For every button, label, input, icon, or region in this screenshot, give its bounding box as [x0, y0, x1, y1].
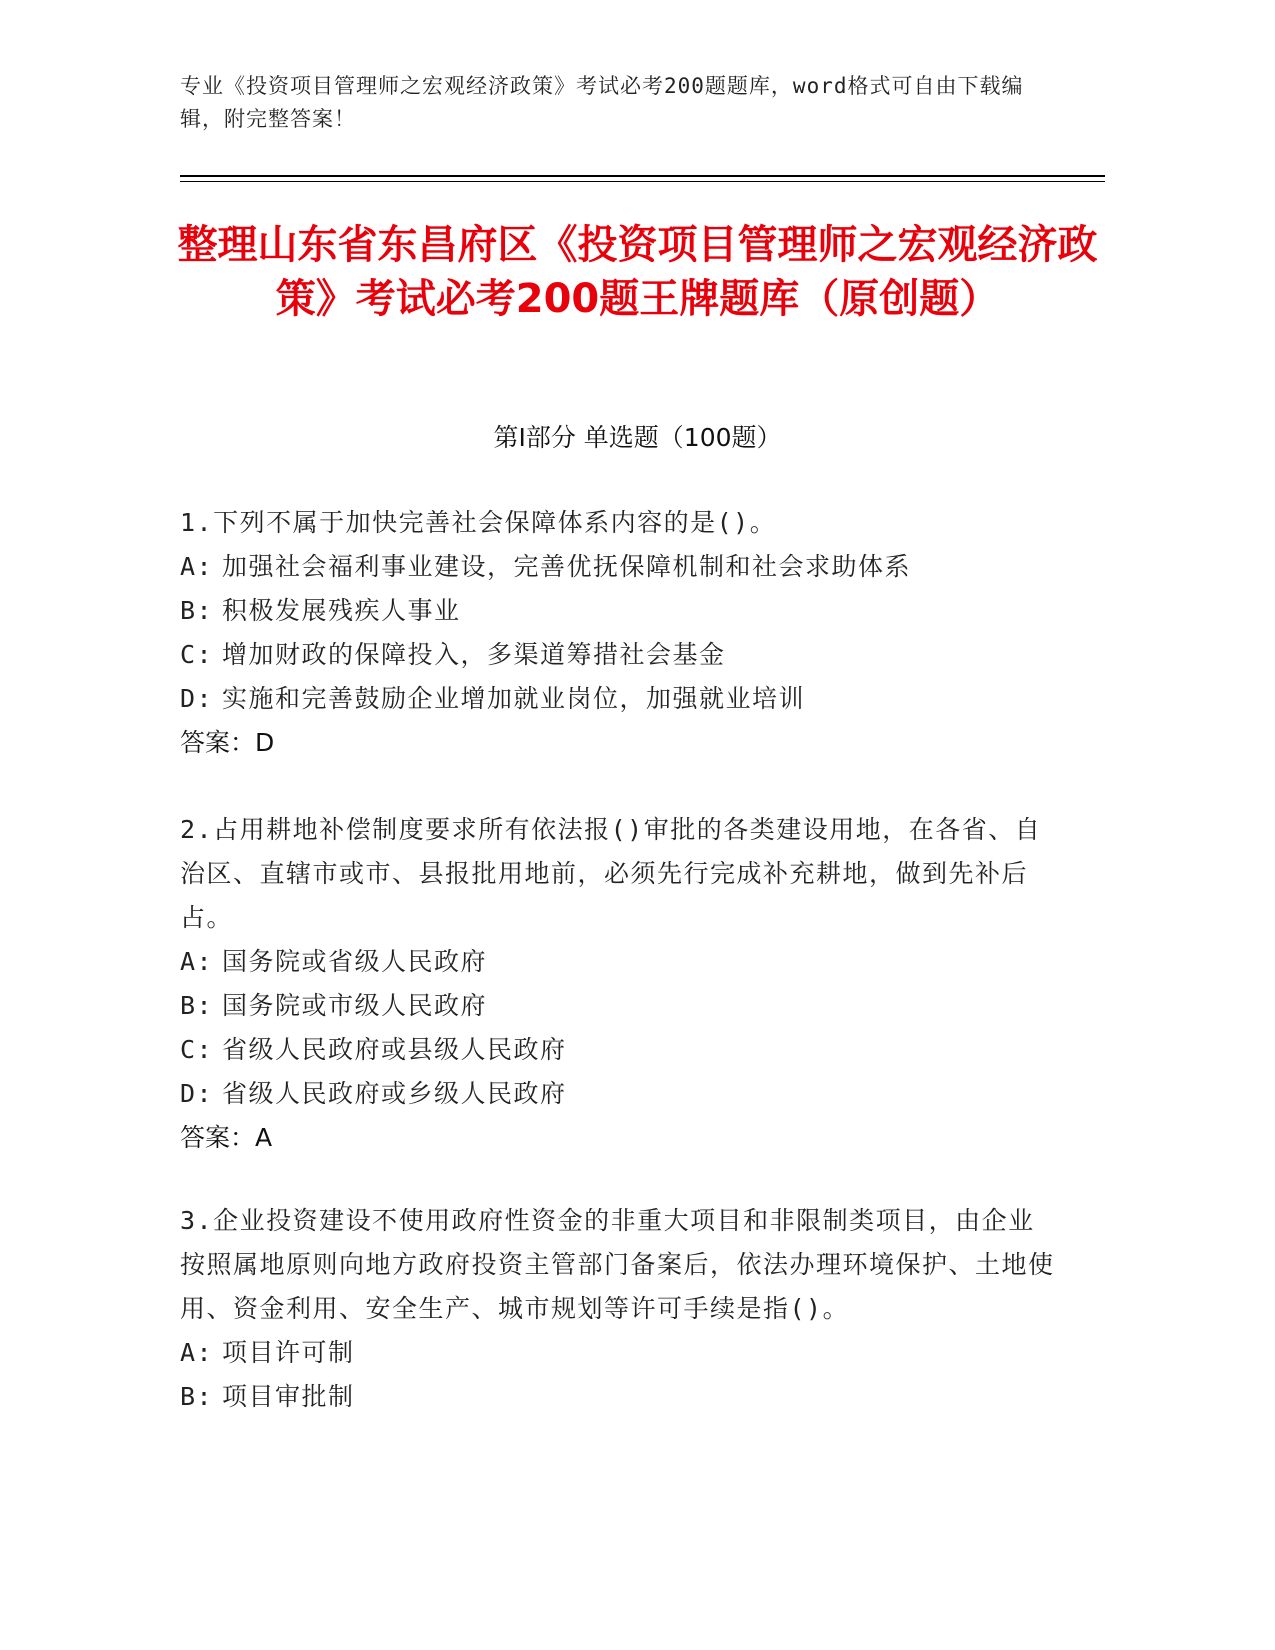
option-a: [180, 1331, 1060, 1375]
question-stem: 2.占用耕地补偿制度要求所有依法报()审批的各类建设用地，在各省、自治区、直辖市或市、县报批用地前，必须先行完成补充耕地，做到先补后占。: [180, 815, 1042, 932]
option-text: 省级人民政府或县级人民政府: [222, 1035, 567, 1064]
question-2: [180, 808, 1060, 1160]
option-letter: C:: [180, 1035, 214, 1064]
option-text: 项目许可制: [222, 1338, 355, 1367]
document-title: 整理山东省东昌府区《投资项目管理师之宏观经济政策》考试必考200题王牌题库（原创题）: [177, 222, 1098, 322]
option-d: [180, 1072, 1060, 1116]
question-stem: 1.下列不属于加快完善社会保障体系内容的是()。: [180, 508, 777, 537]
option-letter: A:: [180, 552, 214, 581]
option-letter: B:: [180, 596, 214, 625]
intro-text: 专业《投资项目管理师之宏观经济政策》考试必考200题题库，word格式可自由下载编辑，附完整答案！: [180, 74, 1024, 131]
option-letter: A:: [180, 1338, 214, 1367]
option-a: [180, 545, 1060, 589]
option-letter: A:: [180, 947, 214, 976]
option-text: 项目审批制: [222, 1382, 355, 1411]
option-letter: B:: [180, 1382, 214, 1411]
header-divider-thick: [180, 175, 1105, 177]
question-1: [180, 501, 1060, 765]
option-letter: B:: [180, 991, 214, 1020]
question-3: [180, 1199, 1060, 1419]
option-text: 国务院或市级人民政府: [222, 991, 488, 1020]
section-heading: 第Ⅰ部分 单选题（100题）: [493, 423, 782, 452]
option-b: [180, 984, 1060, 1028]
option-d: [180, 677, 1060, 721]
option-text: 增加财政的保障投入，多渠道筹措社会基金: [222, 640, 726, 669]
option-b: [180, 589, 1060, 633]
option-text: 积极发展残疾人事业: [222, 596, 461, 625]
option-a: [180, 940, 1060, 984]
option-letter: D:: [180, 684, 214, 713]
option-c: [180, 633, 1060, 677]
question-stem: 3.企业投资建设不使用政府性资金的非重大项目和非限制类项目，由企业按照属地原则向地方政府投资主管部门备案后，依法办理环境保护、土地使用、资金利用、安全生产、城市规划等许可手续是指()。: [180, 1206, 1055, 1323]
option-letter: C:: [180, 640, 214, 669]
header-divider-thin: [180, 181, 1105, 182]
answer-label: 答案：D: [180, 728, 275, 757]
answer-label: 答案：A: [180, 1123, 273, 1152]
option-text: 省级人民政府或乡级人民政府: [222, 1079, 567, 1108]
option-text: 国务院或省级人民政府: [222, 947, 488, 976]
option-b: [180, 1375, 1060, 1419]
option-text: 实施和完善鼓励企业增加就业岗位，加强就业培训: [222, 684, 806, 713]
option-letter: D:: [180, 1079, 214, 1108]
option-text: 加强社会福利事业建设，完善优抚保障机制和社会求助体系: [222, 552, 912, 581]
option-c: [180, 1028, 1060, 1072]
